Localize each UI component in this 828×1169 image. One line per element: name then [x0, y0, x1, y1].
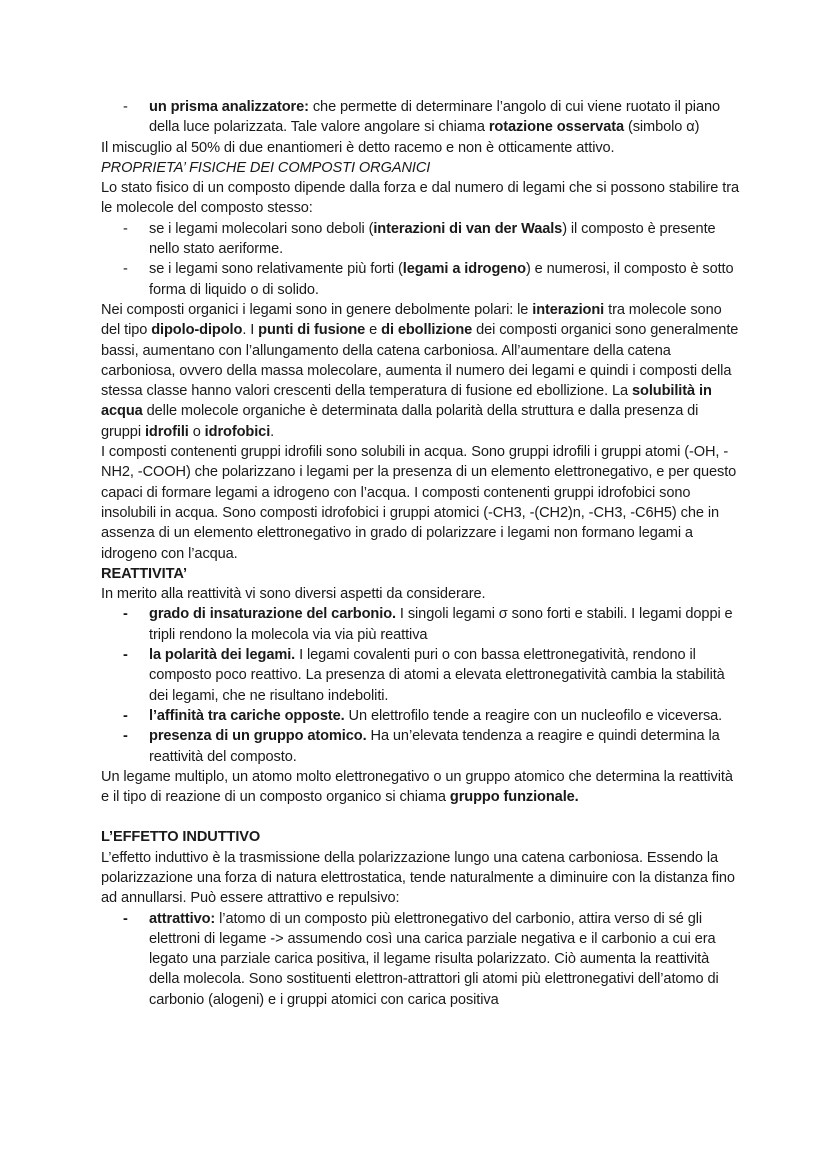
- list-item-term: attrattivo:: [149, 910, 216, 927]
- text-run: e: [365, 322, 382, 339]
- term-prisma-analizzatore: un prisma analizzatore:: [149, 99, 309, 115]
- list-item-term: grado di insaturazione del carbonio.: [149, 606, 396, 623]
- reactivity-heading: REATTIVITA’: [101, 565, 187, 582]
- text-run: Un legame multiplo, un atomo molto elettronegativo o un gruppo atomico che determina la reattività e il tipo di reazione di un composto organico si chiama: [101, 768, 733, 806]
- text-run: .: [270, 423, 275, 440]
- list-item-text: se i legami sono relativamente più forti (: [149, 261, 403, 278]
- dash-bullet: -: [123, 707, 128, 724]
- list-item-text: se i legami molecolari sono deboli (: [149, 220, 374, 237]
- list-item-text: ) il composto è presente nello stato aeriforme.: [149, 220, 716, 258]
- dash-bullet: -: [123, 728, 128, 745]
- term-gruppo-funzionale: gruppo funzionale.: [449, 789, 579, 806]
- list-item: [101, 726, 741, 767]
- list-item-term: la polarità dei legami.: [149, 647, 296, 664]
- list-item: [101, 909, 741, 1010]
- list-item: [101, 219, 741, 260]
- physical-intro-paragraph: Lo stato fisico di un composto dipende dalla forza e dal numero di legami che si possono stabilire tra le molecole del composto stesso:: [101, 180, 739, 217]
- physical-properties-heading: PROPRIETA’ FISICHE DEI COMPOSTI ORGANICI: [101, 159, 431, 176]
- racemo-paragraph: Il miscuglio al 50% di due enantiomeri è detto racemo e non è otticamente attivo.: [101, 139, 615, 156]
- term-legami-idrogeno: legami a idrogeno: [402, 261, 526, 278]
- spacer: [101, 807, 741, 827]
- list-item: [101, 97, 741, 138]
- dash-bullet: -: [123, 220, 128, 237]
- list-item: [101, 706, 741, 726]
- dash-bullet: -: [123, 606, 128, 623]
- term-solubilita: solubilità in acqua: [101, 383, 712, 420]
- term-punti-fusione: punti di fusione: [258, 322, 366, 339]
- reactivity-intro: In merito alla reattività vi sono diversi aspetti da considerare.: [101, 586, 486, 603]
- term-interazioni: interazioni: [532, 301, 605, 318]
- text-run: dei composti organici sono generalmente bassi, aumentano con l’allungamento della catena carboniosa. All’aumentare della catena carboniosa, ovvero della massa molecolare, aumenta il numero dei legami e quindi i composti della stessa classe hanno valori crescenti della temperatura di fusione ed ebollizione. La: [101, 322, 739, 400]
- list-item-term: l’affinità tra cariche opposte.: [149, 707, 345, 724]
- dash-bullet: -: [123, 910, 128, 927]
- text-run: Nei composti organici i legami sono in genere debolmente polari: le: [101, 301, 533, 318]
- list-item-term: presenza di un gruppo atomico.: [149, 728, 367, 745]
- list-item: [101, 259, 741, 300]
- inductive-intro: L’effetto induttivo è la trasmissione della polarizzazione lungo una catena carboniosa. Essendo la polarizzazione una forza di natura elettrostatica, tende naturalmente a diminuire con la distanza fino ad annullarsi. Può essere attrattivo e repulsivo:: [101, 849, 735, 907]
- term-ebollizione: di ebollizione: [381, 322, 473, 339]
- dash-bullet: -: [123, 261, 128, 278]
- list-item: [101, 645, 741, 706]
- physical-state-list: [101, 219, 741, 300]
- term-idrofili: idrofili: [144, 423, 189, 440]
- list-item-text: che permette di determinare l’angolo di cui viene ruotato il piano della luce polarizzata. Tale valore angolare si chiama: [149, 99, 720, 136]
- inductive-list: [101, 909, 741, 1010]
- term-idrofobici: idrofobici: [204, 423, 271, 440]
- solubility-paragraph: I composti contenenti gruppi idrofili sono solubili in acqua. Sono gruppi idrofili i gruppi atomi (-OH, -NH2, -COOH) che polarizzano i legami per la presenza di un elemento elettronegativo, e per questo capaci di formare legami a idrogeno con l’acqua. I composti contenenti gruppi idrofobici sono insolubili in acqua. Sono composti idrofobici i gruppi atomici (-CH3, -(CH2)n, -CH3, -C6H5) che in assenza di un elemento elettronegativo in grado di polarizzare i legami non formano legami a idrogeno con l’acqua.: [101, 444, 737, 562]
- list-item-text: I singoli legami σ sono forti e stabili. I legami doppi e tripli rendono la molecola via via più reattiva: [149, 606, 733, 643]
- list-item-text: Ha un’elevata tendenza a reagire e quindi determina la reattività del composto.: [149, 728, 720, 765]
- dash-bullet: -: [123, 647, 128, 664]
- term-van-der-waals: interazioni di van der Waals: [373, 220, 563, 237]
- text-run: delle molecole organiche è determinata dalla polarità della struttura e dalla presenza di gruppi: [101, 403, 699, 440]
- dash-bullet: -: [123, 99, 128, 115]
- text-run: . I: [242, 322, 259, 339]
- text-run: tra molecole sono del tipo: [101, 301, 722, 339]
- list-item: [101, 604, 741, 645]
- term-dipolo-dipolo: dipolo-dipolo: [151, 322, 243, 339]
- list-item-text: (simbolo α): [624, 119, 700, 136]
- reactivity-list: [101, 604, 741, 766]
- intro-list: [101, 97, 741, 138]
- document-page: [101, 97, 741, 1010]
- list-item-text: Un elettrofilo tende a reagire con un nucleofilo e viceversa.: [344, 707, 723, 724]
- term-rotazione-osservata: rotazione osservata: [488, 119, 624, 136]
- list-item-text: I legami covalenti puri o con bassa elettronegatività, rendono il composto poco reattivo. La presenza di atomi a elevata elettronegatività cambia la stabilità dei legami, che ne risultano indeboliti.: [149, 647, 725, 704]
- polarity-paragraph: [101, 300, 741, 442]
- functional-group-paragraph: [101, 767, 741, 808]
- text-run: o: [188, 423, 205, 440]
- inductive-effect-heading: L’EFFETTO INDUTTIVO: [101, 829, 261, 846]
- list-item-text: ) e numerosi, il composto è sotto forma di liquido o di solido.: [149, 261, 734, 298]
- list-item-text: l’atomo di un composto più elettronegativo del carbonio, attira verso di sé gli elettroni di legame -> assumendo così una carica parziale negativa e il carbonio a cui era legato una parziale carica positiva, il legame risulta polarizzato. Ciò aumenta la reattività della molecola. Sono sostituenti elettron-attrattori gli atomi più elettronegativi dell’atomo di carbonio (alogeni) e i gruppi atomici con carica positiva: [149, 910, 719, 1008]
